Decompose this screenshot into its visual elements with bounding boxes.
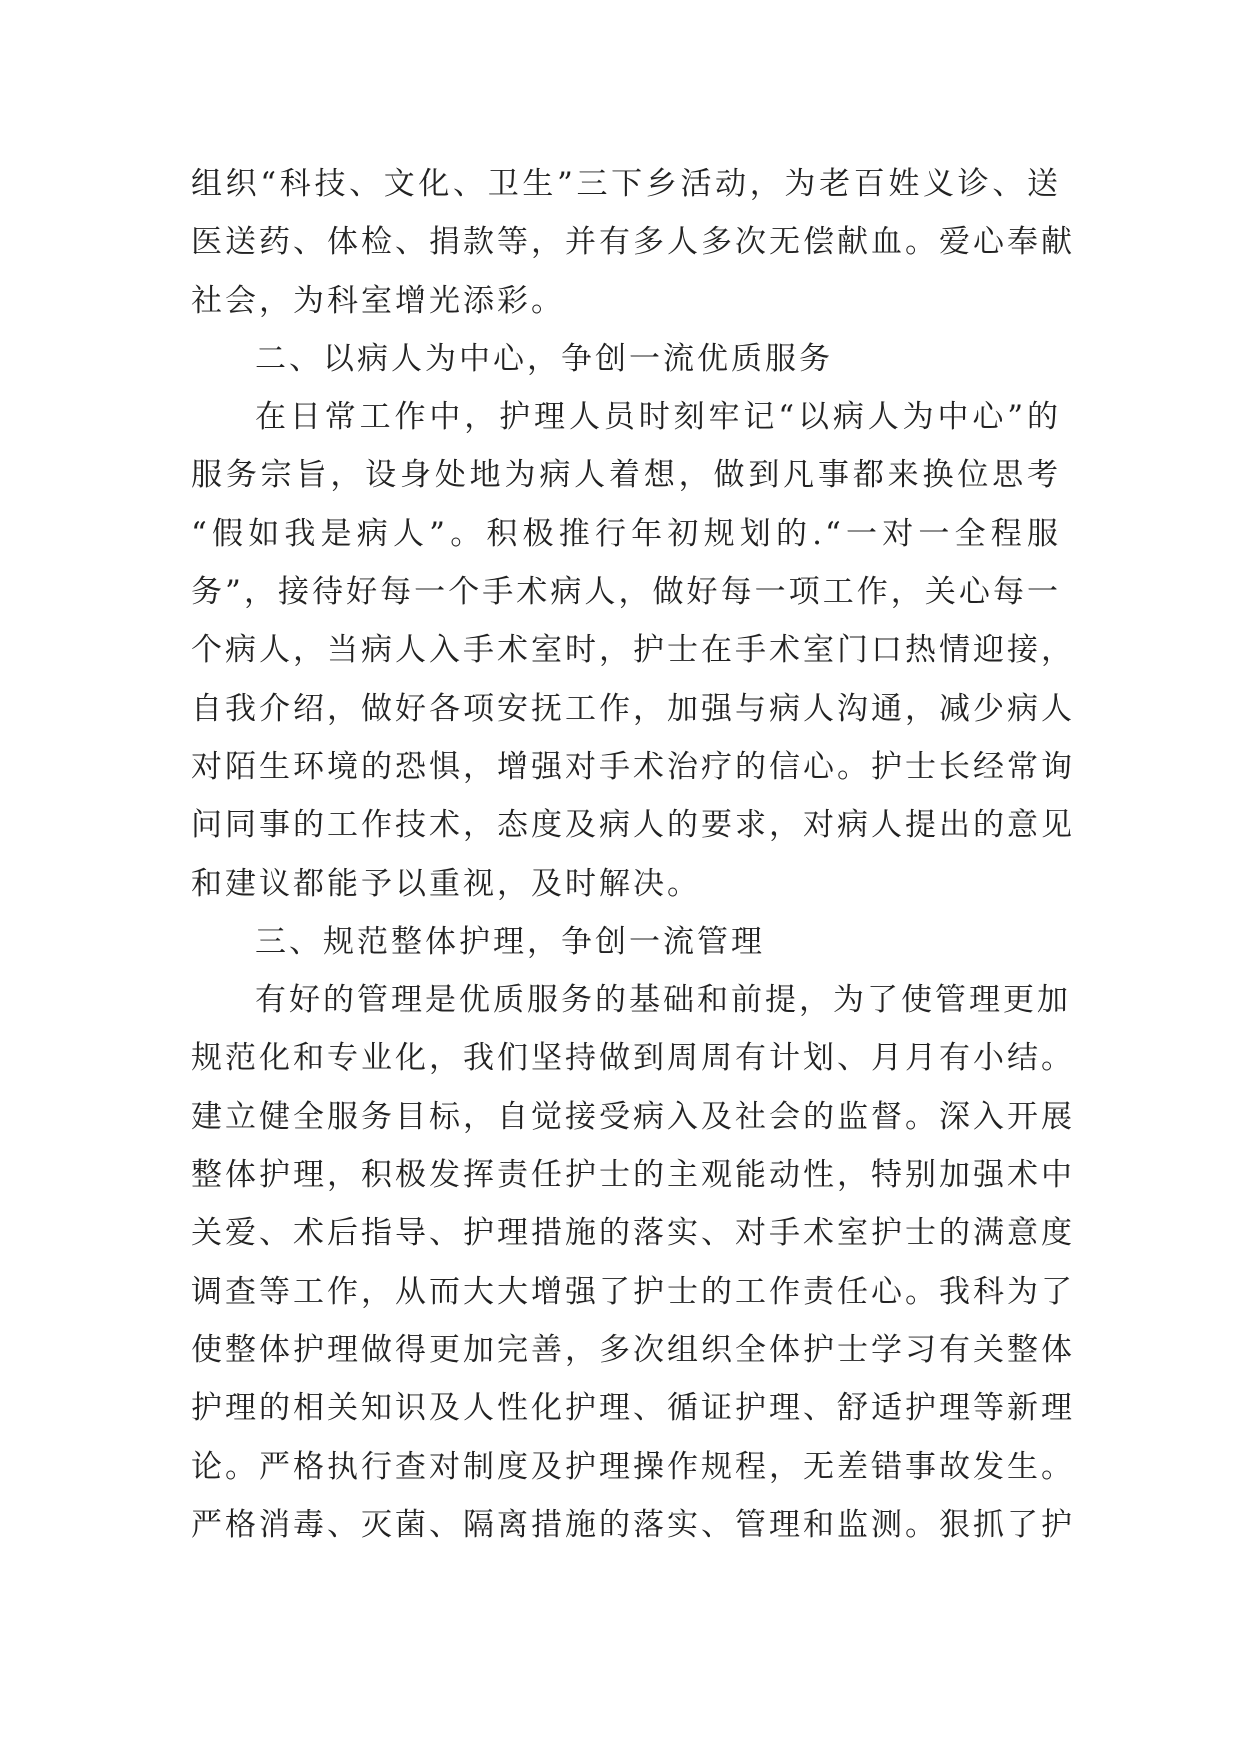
text-line: “假如我是病人”。积极推行年初规划的.“一对一全程服 bbox=[191, 515, 1061, 552]
text-line: 论。严格执行查对制度及护理操作规程，无差错事故发生。 bbox=[191, 1448, 1075, 1485]
text-line: 个病人，当病人入手术室时，护士在手术室门口热情迎接， bbox=[191, 632, 1075, 669]
section-heading: 二、以病人为中心，争创一流优质服务 bbox=[255, 340, 833, 377]
text-line: 使整体护理做得更加完善，多次组织全体护士学习有关整体 bbox=[191, 1331, 1075, 1368]
text-line: 护理的相关知识及人性化护理、循证护理、舒适护理等新理 bbox=[191, 1390, 1075, 1427]
text-line: 调查等工作，从而大大增强了护士的工作责任心。我科为了 bbox=[191, 1273, 1075, 1310]
text-line: 关爱、术后指导、护理措施的落实、对手术室护士的满意度 bbox=[191, 1215, 1075, 1252]
text-line: 问同事的工作技术，态度及病人的要求，对病人提出的意见 bbox=[191, 807, 1075, 844]
text-line: 有好的管理是优质服务的基础和前提，为了使管理更加 bbox=[255, 982, 1071, 1019]
text-line: 建立健全服务目标，自觉接受病入及社会的监督。深入开展 bbox=[191, 1098, 1075, 1135]
text-line: 规范化和专业化，我们坚持做到周周有计划、月月有小结。 bbox=[191, 1040, 1075, 1077]
text-line: 务”，接待好每一个手术病人，做好每一项工作，关心每一 bbox=[191, 574, 1061, 611]
text-line: 严格消毒、灭菌、隔离措施的落实、管理和监测。狠抓了护 bbox=[191, 1506, 1075, 1543]
document-body bbox=[191, 155, 1075, 1554]
text-line: 社会，为科室增光添彩。 bbox=[191, 282, 565, 319]
text-line: 医送药、体检、捐款等，并有多人多次无偿献血。爱心奉献 bbox=[191, 224, 1075, 261]
text-line: 自我介绍，做好各项安抚工作，加强与病人沟通，减少病人 bbox=[191, 690, 1075, 727]
text-line: 在日常工作中，护理人员时刻牢记“以病人为中心”的 bbox=[255, 399, 1061, 436]
text-line: 对陌生环境的恐惧，增强对手术治疗的信心。护士长经常询 bbox=[191, 748, 1075, 785]
section-heading: 三、规范整体护理，争创一流管理 bbox=[255, 923, 765, 960]
text-line: 和建议都能予以重视，及时解决。 bbox=[191, 865, 701, 902]
text-line: 组织“科技、文化、卫生”三下乡活动，为老百姓义诊、送 bbox=[191, 166, 1061, 202]
text-line: 整体护理，积极发挥责任护士的主观能动性，特别加强术中 bbox=[191, 1157, 1075, 1194]
text-line: 服务宗旨，设身处地为病人着想，做到凡事都来换位思考 bbox=[191, 457, 1061, 494]
